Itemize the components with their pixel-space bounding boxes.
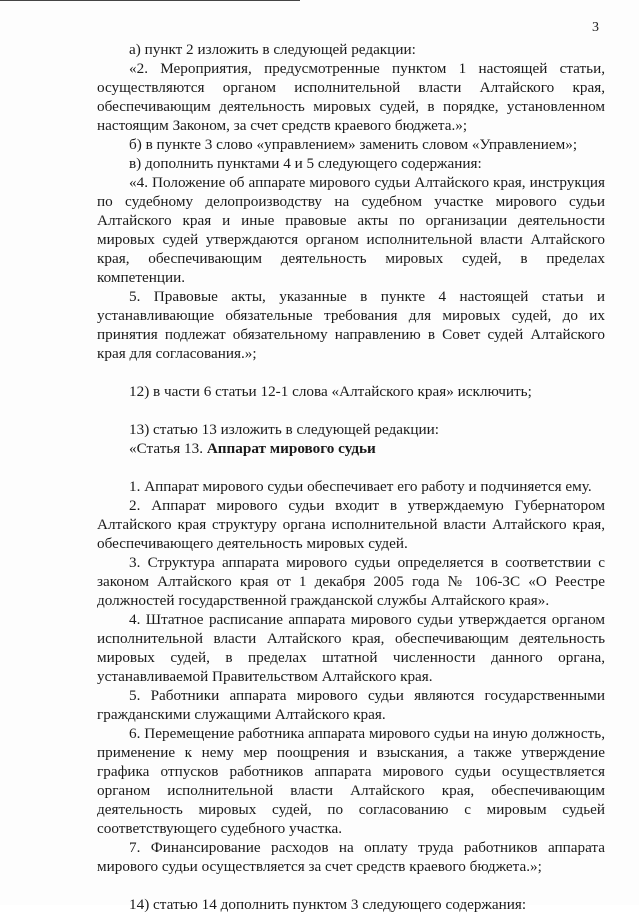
paragraph-item-14: 14) статью 14 дополнить пунктом 3 следующего содержания: <box>129 896 527 913</box>
article-13-clause-1: 1. Аппарат мирового судьи обеспечивает его работу и подчиняется ему. <box>129 478 592 495</box>
article-13-title: Аппарат мирового судьи <box>206 440 376 457</box>
article-13-clause-6: 6. Перемещение работника аппарата мирового судьи на иную должность, применение к нему мер поощрения и взыскания, а также утверждение графика отпусков работников аппарата мирового судьи осуществляется органом исполнительной власти Алтайского края, обеспечивающим деятельность мировых судей, по согласованию с мировым судьей соответствующего судебного участка. <box>97 725 605 837</box>
paragraph-point-4: «4. Положение об аппарате мирового судьи Алтайского края, инструкция по судебному делопроизводству на судебном участке мирового судьи Алтайского края и иные правовые акты по организации деятельности мировых судей утверждаются органом исполнительной власти Алтайского края, обеспечивающим деятельность мировых судей, в пределах компетенции. <box>97 174 605 286</box>
article-13-clause-2: 2. Аппарат мирового судьи входит в утверждаемую Губернатором Алтайского края структуру органа исполнительной власти Алтайского края, обеспечивающего деятельность мировых судей. <box>97 497 605 552</box>
paragraph-amend-v: в) дополнить пунктами 4 и 5 следующего содержания: <box>129 155 482 172</box>
spacer <box>97 876 605 895</box>
spacer <box>97 458 605 477</box>
article-13-clause-7: 7. Финансирование расходов на оплату труда работников аппарата мирового судьи осуществляется за счет средств краевого бюджета.»; <box>97 839 605 875</box>
article-13-clause-3: 3. Структура аппарата мирового судьи определяется в соответствии с законом Алтайского края от 1 декабря 2005 года № 106-ЗС «О Реестре должностей государственной гражданской службы Алтайского края». <box>97 554 605 609</box>
paragraph-item-12: 12) в части 6 статьи 12-1 слова «Алтайского края» исключить; <box>129 383 532 400</box>
page-number: 3 <box>592 20 599 35</box>
document-body <box>97 40 605 914</box>
paragraph-item-13: 13) статью 13 изложить в следующей редакции: <box>129 421 439 438</box>
spacer <box>97 363 605 382</box>
article-13-heading <box>97 439 605 458</box>
scan-edge-line <box>0 0 300 1</box>
paragraph-amend-b: б) в пункте 3 слово «управлением» заменить словом «Управлением»; <box>129 136 578 153</box>
paragraph-point-2: «2. Мероприятия, предусмотренные пунктом 1 настоящей статьи, осуществляются органом исполнительной власти Алтайского края, обеспечивающим деятельность мировых судей, в порядке, установленном настоящим Законом, за счет средств краевого бюджета.»; <box>97 60 605 134</box>
paragraph-amend-a: а) пункт 2 изложить в следующей редакции: <box>129 41 416 58</box>
article-13-clause-5: 5. Работники аппарата мирового судьи являются государственными гражданскими служащими Алтайского края. <box>97 687 605 723</box>
paragraph-point-5: 5. Правовые акты, указанные в пункте 4 настоящей статьи и устанавливающие обязательные требования для мировых судей, до их принятия подлежат обязательному направлению в Совет судей Алтайского края для согласования.»; <box>97 288 605 362</box>
article-13-clause-4: 4. Штатное расписание аппарата мирового судьи утверждается органом исполнительной власти Алтайского края, обеспечивающим деятельность мировых судей, в пределах штатной численности данного органа, устанавливаемой Правительством Алтайского края. <box>97 611 605 685</box>
spacer <box>97 401 605 420</box>
article-13-prefix: «Статья 13. <box>129 440 207 457</box>
